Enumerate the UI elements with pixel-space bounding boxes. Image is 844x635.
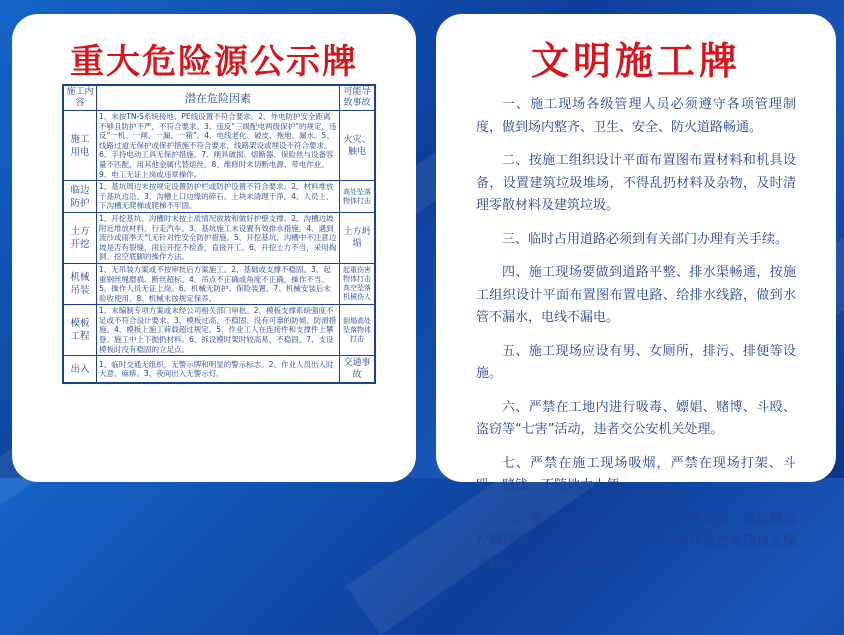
row-accident: 倒塌高处坠落物体打击 bbox=[340, 305, 376, 356]
hazard-board-title: 重大危险源公示牌 bbox=[70, 42, 358, 82]
table-row bbox=[63, 111, 375, 181]
row-risk: 1、无吊装方案或不按审批后方案施工。2、基础或支撑不稳固。3、起重钢丝绳磨损、断丝超标。4、吊点不正确或角度不正确，操作不当。5、操作人员无证上岗。6、机械无防护、保险装置。7、机械安装后未验收使用。8、机械未按规定保养。 bbox=[97, 263, 340, 304]
rule-item: 六、严禁在工地内进行吸毒、嫖娼、赌博、斗殴、盗窃等“七害”活动，违者交公安机关处理。 bbox=[476, 399, 796, 437]
rule-item: 八、施工现场应遵守国家有关环保法规，采取措施控制现场的各种灰尘、废不排放、固体废物处理以及噪声和振动时环境保护的措施。 bbox=[476, 511, 796, 572]
row-accident: 火灾、触电 bbox=[340, 111, 376, 181]
rule-item: 三、临时占用道路必须到有关部门办理有关手续。 bbox=[502, 231, 789, 247]
rule-item: 二、按施工组织设计平面布置图布置材料和机具设备，设置建筑垃圾堆场，不得乱扔材料及杂物，及时清理零散材料及建筑垃圾。 bbox=[476, 153, 796, 213]
header-accident: 可能导致事故 bbox=[340, 85, 376, 111]
row-type: 模板工程 bbox=[63, 305, 97, 356]
row-accident: 起重伤害物体打击高空坠落机械伤人 bbox=[340, 263, 376, 304]
hazard-board bbox=[12, 14, 416, 482]
header-risk: 潜在危险因素 bbox=[97, 85, 340, 111]
table-row bbox=[63, 212, 375, 263]
civilized-construction-board bbox=[436, 14, 836, 572]
header-type: 施工内容 bbox=[63, 85, 97, 111]
rule-item: 一、施工现场各级管理人员必须遵守各项管理制度，做到场内整齐、卫生、安全、防火道路畅通。 bbox=[476, 97, 796, 135]
civilized-board-title: 文明施工牌 bbox=[530, 39, 741, 83]
row-type: 土方开挖 bbox=[63, 212, 97, 263]
rule-item: 四、施工现场要做到道路平整、排水渠畅通，按施工组织设计平面布置图布置电路、给排水线路，做到水管不漏水，电线不漏电。 bbox=[476, 265, 796, 325]
rule-item: 七、严禁在施工现场吸烟，严禁在现场打架、斗殴、赌钱、不随地大小便。 bbox=[476, 455, 796, 493]
row-type: 临边防护 bbox=[63, 181, 97, 213]
row-type: 机械吊装 bbox=[63, 263, 97, 304]
table-row bbox=[63, 181, 375, 213]
row-type: 施工用电 bbox=[63, 111, 97, 181]
row-risk: 1、开挖基坑、沟槽时未按土质情况放坡和做好护壁支撑。2、沟槽边坡附近堆放材料、行走汽车。3、基坑施工未设置有效排水措施。4、遇到流沙或雨季天气无针对性安全防护措施。5、开挖基坑、沟槽中不注意边坡是否有裂缝，雨后开挖不检查，直接开工。6、开挖土方不当，采用掏洞、挖空底脚的操作方法。 bbox=[97, 212, 340, 263]
row-type: 出入 bbox=[63, 356, 97, 384]
table-row bbox=[63, 356, 375, 384]
row-risk: 1、未按TN-S系统接地、PE线设置不符合要求。2、外电防护安全距离不够且防护不严，不符合要求。3、违反“三级配电两级保护”的规定，违反“一机、一闸、一漏、一箱”。4、电线老化、破皮、拖地、漏水。5、线路过道无保护或保护措施不符合要求，线路架设或埋设不符合要求。6、手持电动工具无保护措施。7、闸具破损、熔断器、保险丝与设备容量不匹配，用其他金属代替熔丝。8、维修时未切断电源、带电作业。9、电工无证上岗或违章操作。 bbox=[97, 111, 340, 181]
table-row bbox=[63, 263, 375, 304]
row-accident: 交通事故 bbox=[340, 356, 376, 384]
table-row bbox=[63, 305, 375, 356]
row-accident: 土方坍塌 bbox=[340, 212, 376, 263]
hazard-table bbox=[62, 84, 376, 384]
row-risk: 1、基坑周边未按规定设置防护栏或防护设置不符合要求。2、材料堆放于基坑边沿。3、沟槽上口边缘的碎石、土块未清理干净。4、人员上、下沟槽无爬梯或爬梯不牢固。 bbox=[97, 181, 340, 213]
rules-list bbox=[476, 94, 796, 587]
row-risk: 1、临时交通无组织，无警示牌和明显的警示标志。2、作业人员出入时大意、麻痹。3、夜间出入无警示灯。 bbox=[97, 356, 340, 384]
row-risk: 1、未编制专项方案或未经公司相关部门审批。2、模板支撑系统强度不足或不符合设计要求。3、模板过高、不稳固、没有可靠的防倾、防滑措施。4、模板上施工荷载超过规定。5、作业工人在连接件和支撑件上攀登、施工中上下抛扔材料。6、拆设模时架时较高易、不稳固。7、支设模板时没有稳固的立足点。 bbox=[97, 305, 340, 356]
row-accident: 高处坠落物体打击 bbox=[340, 181, 376, 213]
table-header-row bbox=[63, 85, 375, 111]
rule-item: 五、施工现场应设有男、女厕所，排污、排便等设施。 bbox=[476, 343, 796, 381]
